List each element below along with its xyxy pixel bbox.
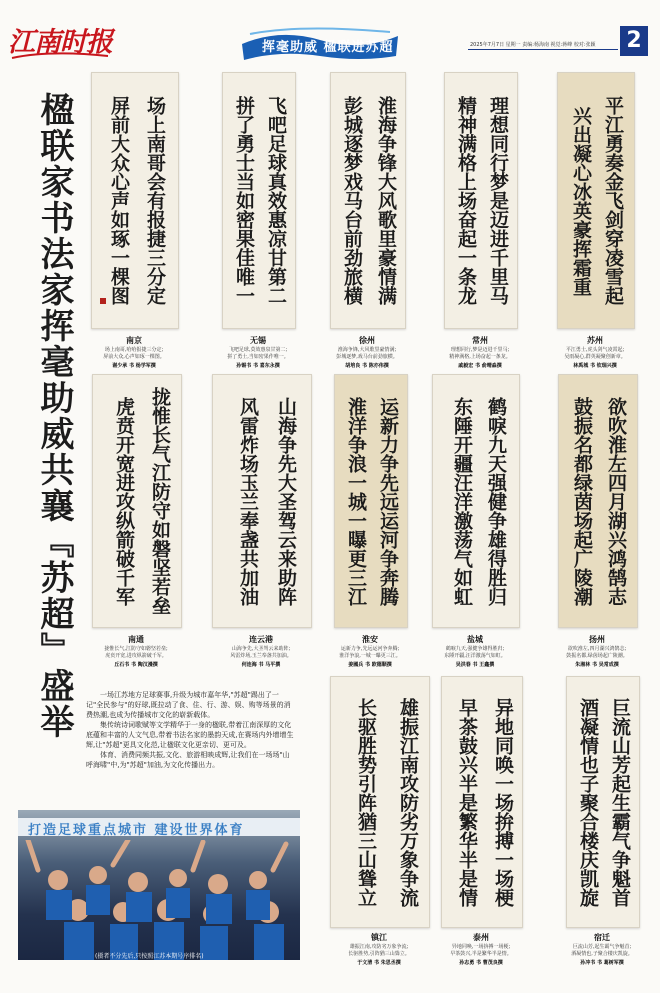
caption-city: 苏州 <box>587 336 603 345</box>
caption-authors: 林禹城 书 钦瑞兴撰 <box>573 363 617 369</box>
couplet-upper: 异地同唤一场拚搏一场梗 <box>492 697 514 907</box>
couplet-lower: 酒凝情也子聚合楼庆凯旋 <box>577 697 599 907</box>
couplet-upper: 运新力争先远运河争奔腾 <box>377 396 399 606</box>
couplet-upper: 欲吹淮左四月湖兴鸿鹄志 <box>605 396 627 606</box>
calligraphy-scroll-yangzhou <box>558 374 638 628</box>
caption-line: 鼓振名都,绿茵场起广陵潮。 <box>566 653 628 659</box>
couplet-lower: 兴出凝心冰英豪挥霜重 <box>570 105 592 296</box>
couplet-upper: 巨流山芳起生霸气争魁首 <box>609 697 631 907</box>
caption-city: 南京 <box>126 336 142 345</box>
couplet-upper: 飞吧足球真效惠凉甘第二 <box>265 96 287 305</box>
caption-authors: 孙冲书 书 葛树军撰 <box>580 960 624 966</box>
calligraphy-scroll-changzhou <box>444 72 518 329</box>
caption-authors: 吴洪春 书 王鑫撰 <box>455 662 495 668</box>
caption-line: 虎贲开宽,进攻纵箭破千军。 <box>105 653 167 659</box>
caption-line: 风雷炸场,玉兰奉盏共加油。 <box>230 653 292 659</box>
couplet-upper: 淮海争锋大风歌里豪情满 <box>375 96 397 305</box>
caption-authors: 胡培良 书 陈亦伟撰 <box>345 363 389 369</box>
section-banner: 挥毫助威 楹联进苏超 <box>262 40 394 55</box>
article-paragraph: 集传统诗词歌赋等文学精华于一身的楹联,带着江南深厚的文化底蕴和丰富的人文气息,带着书法名家的墨韵天成,在赛场内外增增生辉,让"苏超"更具文化范,让楹联文化更亲切、更可及。 <box>86 721 294 749</box>
couplet-upper: 鹤唳九天强健争雄得胜归 <box>485 396 507 606</box>
couplet-lower: 风雷炸场玉兰奉盏共加油 <box>237 396 259 606</box>
caption-authors: 于文清 书 朱思丞撰 <box>357 960 401 966</box>
caption-line: 欲吹淮左,四月湖兴鸿鹄志; <box>567 646 627 652</box>
caption-city: 泰州 <box>473 933 489 942</box>
article-paragraph: 一场江苏地方足球赛事,升级为城市嘉年华,"苏超"踢出了一记"全民参与"的好球,既拉动了食、住、行、游、娱、购等场景的消费热潮,也成为传播城市文化的崭新载体。 <box>86 691 291 719</box>
couplet-upper: 拢惟长气江防守如磐坚若垒 <box>149 387 171 615</box>
couplet-upper: 平江勇奏金飞剑穿凌雪起 <box>602 96 624 305</box>
caption-line: 拢惟长气,江防守如磐坚若垒; <box>104 646 168 652</box>
caption-authors: 孙志勇 书 曹茂良撰 <box>459 960 503 966</box>
couplet-lower: 虎贲开宽进攻纵箭破千军 <box>113 396 135 606</box>
caption-city: 徐州 <box>359 336 375 345</box>
calligraphy-scroll-huaian <box>334 374 408 628</box>
couplet-lower: 屏前大众心声如琢一棵图 <box>108 96 130 305</box>
couplet-lower: 彭城逐梦戏马台前劲旅横 <box>341 96 363 305</box>
caption-city: 盐城 <box>467 635 483 644</box>
couplet-lower: 拼了勇士当如密果佳唯一 <box>233 96 255 305</box>
caption-city: 扬州 <box>589 635 605 644</box>
caption-line: 异地同唤,一场拚搏一场梗; <box>451 944 511 950</box>
caption-line: 屏前大众,心声如琢一棵图。 <box>103 354 165 360</box>
caption-line: 鹤唳九天,强健争雄得胜归; <box>445 646 505 652</box>
caption-city: 南通 <box>128 635 144 644</box>
caption-city: 无锡 <box>250 336 266 345</box>
caption-line: 拼了勇士,当如密果作唯一。 <box>227 354 289 360</box>
caption-authors: 戚毅宏 书 俞晴淼撰 <box>458 363 502 369</box>
couplet-upper: 场上南哥会有报捷三分定 <box>144 96 166 305</box>
caption-line: 东陲开疆,汪洋激荡气如虹。 <box>444 653 506 659</box>
caption-authors: 何连海 书 马平撰 <box>241 662 281 668</box>
page-number: 2 <box>620 26 648 56</box>
caption-line: 吴雨凝心,群英凝聚创新章。 <box>564 354 626 360</box>
issue-meta: 2025年7月7日 星期一 责编:杨海南 视觉:蒋峰 校对:张颖 <box>470 42 596 48</box>
calligraphy-scroll-yancheng <box>432 374 520 628</box>
calligraphy-scroll-xuzhou <box>330 72 406 329</box>
page-title: 楹联家书法家挥毫助威共襄『苏超』盛举 <box>34 92 74 740</box>
logo-swash-icon <box>10 52 110 60</box>
caption-line: 早茶鼓兴,半是繁华半是情。 <box>450 951 512 957</box>
caption-authors: 孙锡书 书 喜东永撰 <box>236 363 280 369</box>
caption-city: 常州 <box>472 336 488 345</box>
couplet-lower: 东陲开疆汪洋激荡气如虹 <box>451 396 473 606</box>
caption-line: 长驱胜势,引阵猶三山聳立。 <box>348 951 410 957</box>
caption-authors: 姜國兵 书 欧德顺撰 <box>348 662 392 668</box>
couplet-lower: 早茶鼓兴半是繁华半是情 <box>456 697 478 907</box>
caption-city: 镇江 <box>371 933 387 942</box>
couplet-lower: 鼓振名都绿茵场起广陵潮 <box>571 396 593 606</box>
caption-city: 淮安 <box>362 635 378 644</box>
article-paragraph: 体育、消费同频共振,文化、旅游相映成辉,让我们在一场场"山呼海啸"中,为"苏超"加油,为文化传播出力。 <box>86 751 290 769</box>
calligraphy-scroll-nanjing <box>91 72 179 329</box>
caption-authors: 朱湘林 书 吴常成撰 <box>575 662 619 668</box>
caption-line: 酒凝情也,子聚合楼庆凯旋。 <box>571 951 633 957</box>
newspaper-logo: 江南时报 <box>8 27 112 58</box>
caption-line: 淮海争锋,大风歌里豪情满; <box>337 347 397 353</box>
caption-line: 巨流山芳,起生霸气争魁首; <box>572 944 632 950</box>
crowd-icon <box>18 840 300 960</box>
calligraphy-scroll-lianyungang <box>212 374 312 628</box>
caption-line: 场上南哥,哈哈报捷三分定; <box>104 347 164 353</box>
calligraphy-scroll-nantong <box>92 374 182 628</box>
masthead-rule <box>468 49 618 50</box>
fans-photo <box>18 810 300 960</box>
caption-line: 山海争先,大圣驾云来助阵; <box>231 646 291 652</box>
caption-city: 宿迁 <box>594 933 610 942</box>
calligraphy-scroll-wuxi <box>222 72 296 329</box>
caption-line: 飞吧足球,莫效惠泉甘第二; <box>228 347 288 353</box>
couplet-lower: 精神满格上场奋起一条龙 <box>455 96 477 305</box>
caption-line: 精神满格,上场奋起一条龙。 <box>449 354 511 360</box>
caption-line: 彭城逐梦,戏马台前劲旅横。 <box>336 354 398 360</box>
couplet-lower: 淮洋争浪一城一曝更三江 <box>345 396 367 606</box>
seal-stamp <box>100 298 106 304</box>
caption-authors: 谢少承 书 杨学军撰 <box>112 363 156 369</box>
caption-city: 连云港 <box>249 635 273 644</box>
couplet-upper: 理想同行梦是迈进千里马 <box>487 96 509 305</box>
stadium-banner-text: 打造足球重点城市 建设世界体育 <box>28 823 245 838</box>
calligraphy-scroll-taizhou <box>441 676 523 928</box>
photo-caption: (摄者不分先后,只按照江苏本期号序排名) <box>95 953 204 960</box>
caption-line: 运新力争,先远运河争奔腾; <box>340 646 400 652</box>
article-body <box>86 690 296 770</box>
caption-authors: 丘石书 书 陶汉漫撰 <box>114 662 158 668</box>
calligraphy-scroll-suqian <box>566 676 640 928</box>
caption-line: 淮洋争浪,一城一曝更三江。 <box>339 653 401 659</box>
calligraphy-scroll-zhenjiang <box>330 676 430 928</box>
caption-line: 平江勇士,虎头剑气凌霄起; <box>565 347 625 353</box>
couplet-lower: 长驱胜势引阵猶三山聳立 <box>355 697 377 907</box>
caption-line: 雄振江南,攻防劣万象争流; <box>349 944 409 950</box>
couplet-upper: 山海争先大圣驾云来助阵 <box>275 396 297 606</box>
calligraphy-scroll-suzhou <box>557 72 635 329</box>
couplet-upper: 雄振江南攻防劣万象争流 <box>397 697 419 907</box>
caption-line: 理想同行,梦是迈进千里马; <box>450 347 510 353</box>
